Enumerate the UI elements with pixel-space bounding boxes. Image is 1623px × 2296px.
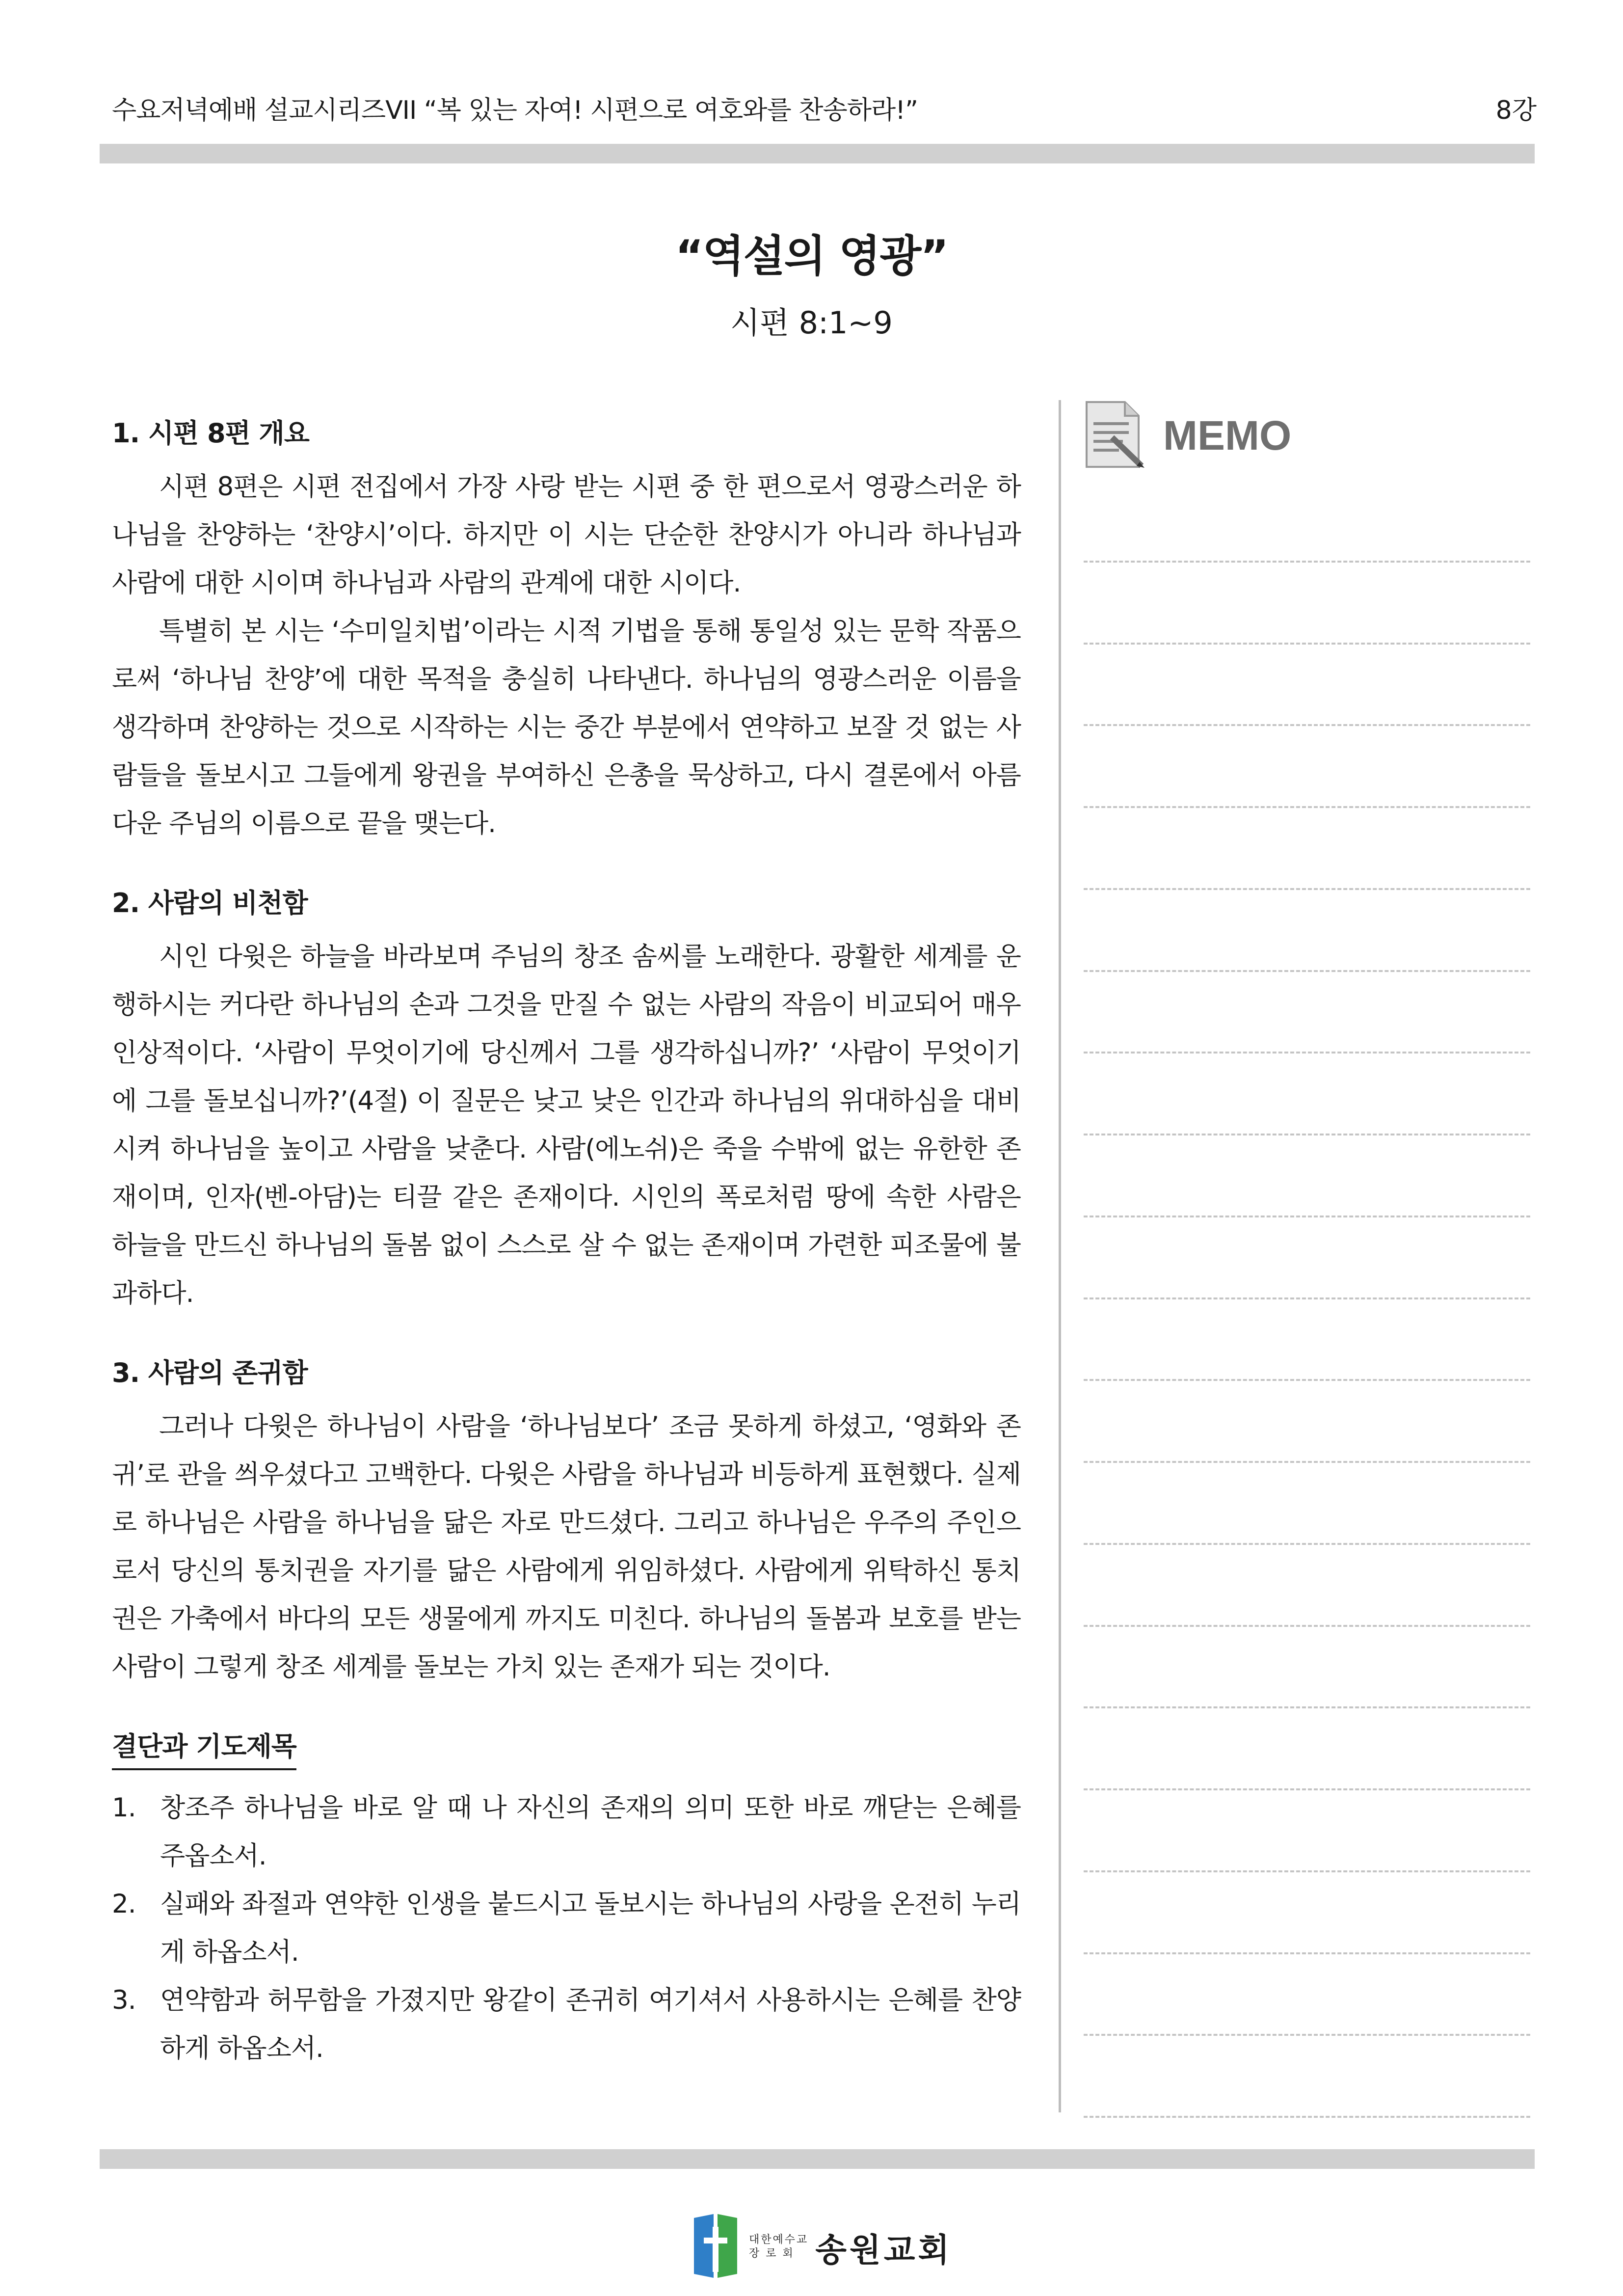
- prayer-number: 2.: [112, 1889, 136, 1919]
- memo-note-icon: [1084, 400, 1145, 471]
- prayer-item: [112, 1976, 1021, 2073]
- header-bar: [100, 144, 1535, 163]
- church-logo: [692, 2213, 952, 2281]
- memo-line: [1084, 1379, 1530, 1381]
- denomination-line: 장 로 회: [749, 2247, 795, 2260]
- memo-line: [1084, 643, 1530, 645]
- memo-line: [1084, 1706, 1530, 1708]
- memo-line: [1084, 1625, 1530, 1627]
- denomination-line: 대한예수교: [749, 2234, 809, 2246]
- section-overview: [112, 412, 1021, 848]
- section-paragraph: 그러나 다윗은 하나님이 사람을 ‘하나님보다’ 조금 못하게 하셨고, ‘영화와 존귀’로 관을 씌우셨다고 고백한다. 다윗은 사람을 하나님과 비등하게 표현했다. 실제로 하나님은 사람을 하나님을 닮은 자로 만드셨다. 그리고 하나님은 우주의 주인으로서 당신의 통치권을 자기를 닮은 사람에게 위임하셨다. 사람에게 위탁하신 통치권은 가축에서 바다의 모든 생물에게 까지도 미친다. 하나님의 돌봄과 보호를 받는 사람이 그렇게 창조 세계를 돌보는 가치 있는 존재가 되는 것이다.: [112, 1411, 1021, 1682]
- memo-line: [1084, 1461, 1530, 1463]
- memo-line: [1084, 888, 1530, 890]
- church-cross-logo-icon: [692, 2213, 739, 2281]
- series-title: 수요저녁예배 설교시리즈VII “복 있는 자여! 시편으로 여호와를 찬송하라!”: [112, 96, 918, 125]
- sermon-title: “역설의 영광”: [675, 231, 948, 281]
- memo-line: [1084, 724, 1530, 726]
- memo-line: [1084, 1788, 1530, 1790]
- prayer-number: 3.: [112, 1985, 136, 2015]
- memo-line: [1084, 1052, 1530, 1053]
- scripture-reference: 시편 8:1~9: [730, 305, 893, 341]
- memo-header: [1084, 400, 1291, 471]
- section-heading: 1. 시편 8편 개요: [112, 418, 309, 449]
- memo-line: [1084, 1543, 1530, 1545]
- memo-line: [1084, 1870, 1530, 1872]
- memo-line: [1084, 561, 1530, 563]
- memo-line: [1084, 2116, 1530, 2118]
- section-dignity: [112, 1352, 1021, 1691]
- column-divider: [1059, 400, 1061, 2112]
- prayer-list: [112, 1784, 1021, 2073]
- sermon-content: [112, 412, 1021, 2073]
- prayer-item: [112, 1784, 1021, 1880]
- prayer-item: [112, 1880, 1021, 1976]
- resolution-section: [112, 1726, 1021, 2073]
- section-paragraph: 특별히 본 시는 ‘수미일치법’이라는 시적 기법을 통해 통일성 있는 문학 작품으로써 ‘하나님 찬양’에 대한 목적을 충실히 나타낸다. 하나님의 영광스러운 이름을 생각하며 찬양하는 것으로 시작하는 시는 중간 부분에서 연약하고 보잘 것 없는 사람들을 돌보시고 그들에게 왕권을 부여하신 은총을 묵상하고, 다시 결론에서 아름다운 주님의 이름으로 끝을 맺는다.: [112, 616, 1021, 838]
- prayer-text: 실패와 좌절과 연약한 인생을 붙드시고 돌보시는 하나님의 사랑을 온전히 누리게 하옵소서.: [160, 1889, 1021, 1967]
- memo-label: MEMO: [1163, 412, 1292, 459]
- section-heading: 2. 사람의 비천함: [112, 888, 308, 918]
- section-paragraph: 시인 다윗은 하늘을 바라보며 주님의 창조 솜씨를 노래한다. 광활한 세계를 운행하시는 커다란 하나님의 손과 그것을 만질 수 없는 사람의 작음이 비교되어 매우 인상적이다. ‘사람이 무엇이기에 당신께서 그를 생각하십니까?’ ‘사람이 무엇이기에 그를 돌보십니까?’(4절) 이 질문은 낮고 낮은 인간과 하나님의 위대하심을 대비시켜 하나님을 높이고 사람을 낮춘다. 사람(에노쉬)은 죽을 수밖에 없는 유한한 존재이며, 인자(벤-아담)는 티끌 같은 존재이다. 시인의 폭로처럼 땅에 속한 사람은 하늘을 만드신 하나님의 돌봄 없이 스스로 살 수 없는 존재이며 가련한 피조물에 불과하다.: [112, 942, 1021, 1308]
- memo-line: [1084, 806, 1530, 808]
- denomination: [749, 2233, 808, 2261]
- memo-line: [1084, 1297, 1530, 1299]
- prayer-text: 연약함과 허무함을 가졌지만 왕같이 존귀히 여기셔서 사용하시는 은혜를 찬양하게 하옵소서.: [160, 1985, 1021, 2063]
- prayer-number: 1.: [112, 1793, 136, 1823]
- memo-line: [1084, 1952, 1530, 1954]
- section-paragraph: 시편 8편은 시편 전집에서 가장 사랑 받는 시편 중 한 편으로서 영광스러운 하나님을 찬양하는 ‘찬양시’이다. 하지만 이 시는 단순한 찬양시가 아니라 하나님과 사람에 대한 시이며 하나님과 사람의 관계에 대한 시이다.: [112, 472, 1021, 598]
- prayer-text: 창조주 하나님을 바로 알 때 나 자신의 존재의 의미 또한 바로 깨닫는 은혜를 주옵소서.: [160, 1793, 1021, 1871]
- church-name: 송원교회: [815, 2231, 953, 2269]
- memo-line: [1084, 1216, 1530, 1217]
- memo-line: [1084, 1134, 1530, 1135]
- resolution-heading: 결단과 기도제목: [112, 1726, 296, 1770]
- footer-bar: [100, 2149, 1535, 2169]
- memo-line: [1084, 2034, 1530, 2036]
- section-heading: 3. 사람의 존귀함: [112, 1357, 308, 1388]
- section-lowliness: [112, 882, 1021, 1318]
- lecture-number: 8강: [1495, 96, 1537, 125]
- memo-line: [1084, 970, 1530, 972]
